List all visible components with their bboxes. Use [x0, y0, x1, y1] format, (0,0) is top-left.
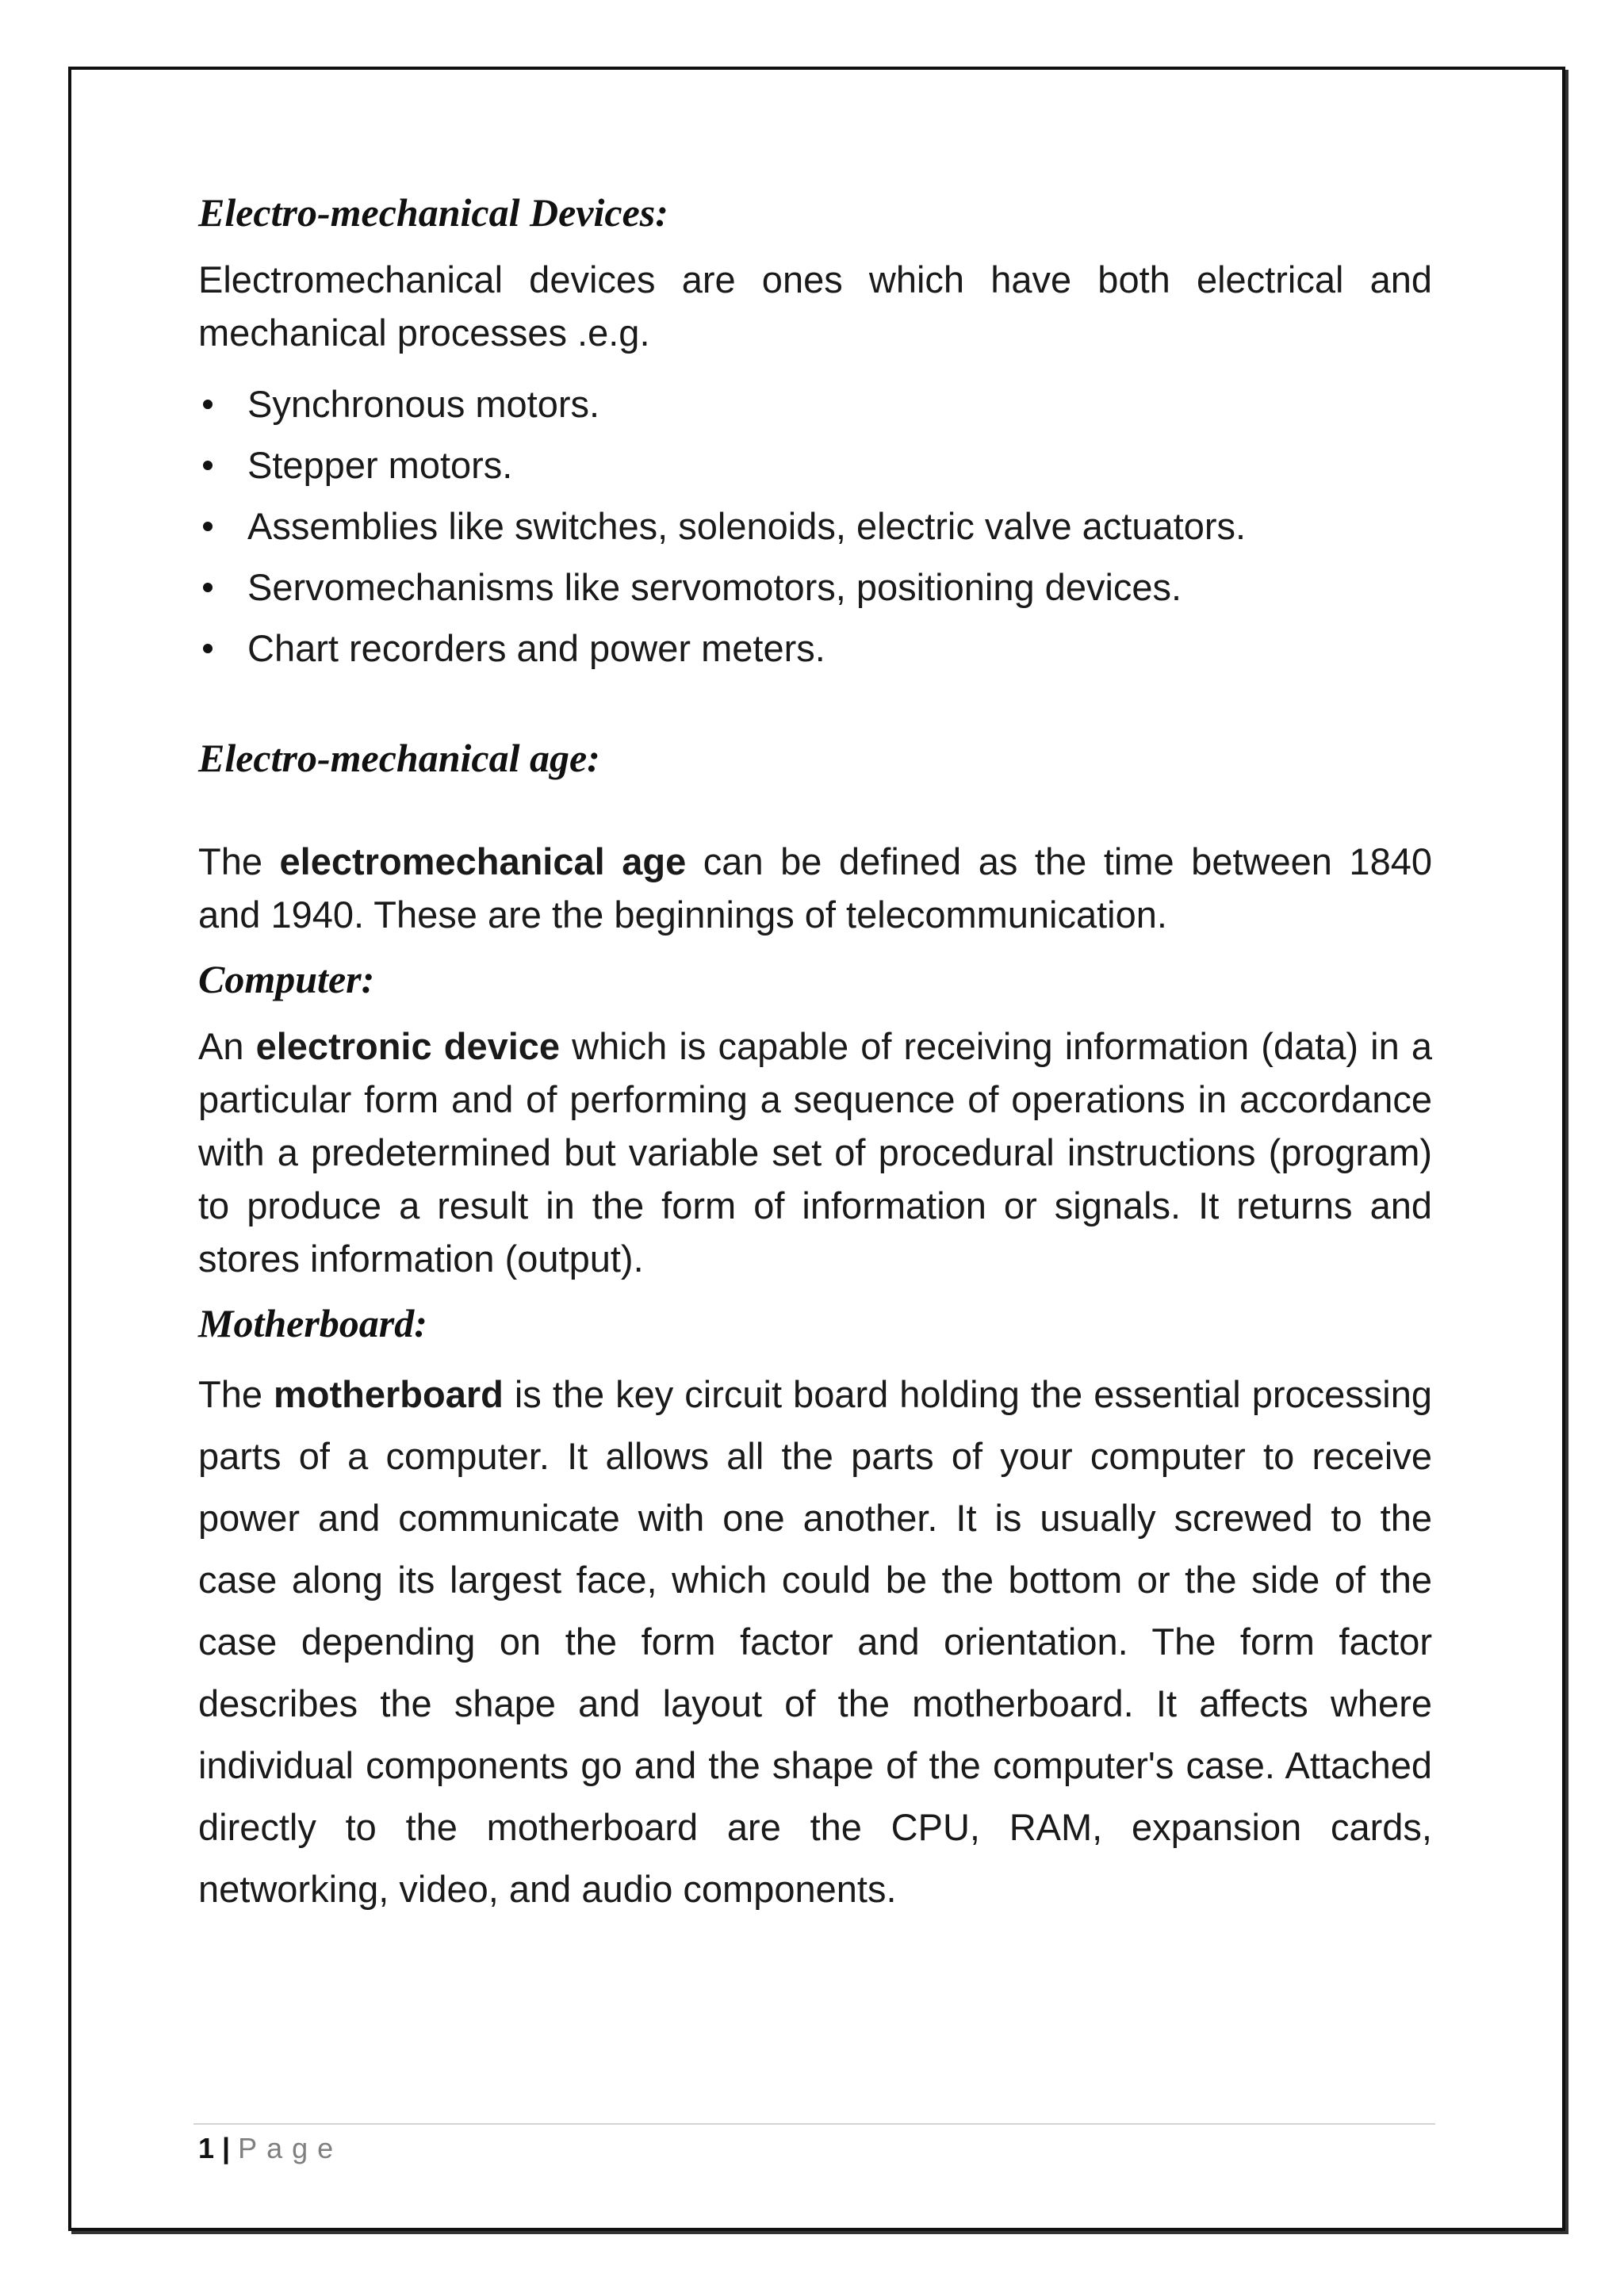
list-item-text: Servomechanisms like servomotors, positioning devices. — [247, 566, 1182, 608]
computer-paragraph: An electronic device which is capable of receiving information (data) in a particular form and of performing a sequence of operations in accordance with a predetermined but variable set of procedural instructions (program) to produce a result in the form of information or signals. It returns and stores information (output). — [198, 1025, 1432, 1280]
footer-divider — [193, 2123, 1435, 2125]
motherboard-bold-term: motherboard — [274, 1373, 504, 1415]
heading-em-devices: Electro-mechanical Devices: — [198, 190, 668, 235]
em-age-bold-term: electromechanical age — [279, 840, 687, 882]
motherboard-paragraph: The motherboard is the key circuit board holding the essential processing parts of a computer. It allows all the parts of your computer to receive power and communicate with one another. It is usually screwed to the case along its largest face, which could be the bottom or the side of the case depending on the form factor and orientation. The form factor describes the shape and layout of the motherboard. It affects where individual components go and the shape of the computer's case. Attached directly to the motherboard are the CPU, RAM, expansion cards, networking, video, and audio components. — [198, 1373, 1432, 1910]
list-item — [198, 496, 1432, 557]
bullet-icon — [203, 400, 213, 409]
computer-bold-term: electronic device — [255, 1025, 561, 1067]
bullet-icon — [203, 522, 213, 531]
page-number: 1 — [198, 2132, 215, 2164]
list-item-text: Assemblies like switches, solenoids, electric valve actuators. — [247, 505, 1247, 547]
list-item-text: Chart recorders and power meters. — [247, 627, 825, 669]
footer-separator: | — [222, 2132, 231, 2164]
list-item — [198, 434, 1432, 496]
footer-page-label — [193, 2130, 1435, 2168]
em-devices-list — [198, 373, 1432, 679]
list-item-text: Stepper motors. — [247, 444, 513, 486]
page-word: Page — [238, 2132, 343, 2164]
list-item-text: Synchronous motors. — [247, 383, 600, 425]
list-item — [198, 557, 1432, 618]
bullet-icon — [203, 583, 213, 592]
em-devices-intro: Electromechanical devices are ones which have both electrical and mechanical processes .e.g. — [198, 258, 1432, 354]
em-age-paragraph: The electromechanical age can be defined as the time between 1840 and 1940. These are the beginnings of telecommunication. — [198, 840, 1432, 936]
heading-motherboard: Motherboard: — [198, 1301, 427, 1345]
list-item — [198, 373, 1432, 434]
heading-em-age: Electro-mechanical age: — [198, 736, 600, 780]
list-item — [198, 618, 1432, 679]
document-content — [198, 187, 1432, 1920]
page-footer — [193, 2123, 1435, 2168]
bullet-icon — [203, 644, 213, 653]
heading-computer: Computer: — [198, 957, 375, 1001]
bullet-icon — [203, 461, 213, 470]
